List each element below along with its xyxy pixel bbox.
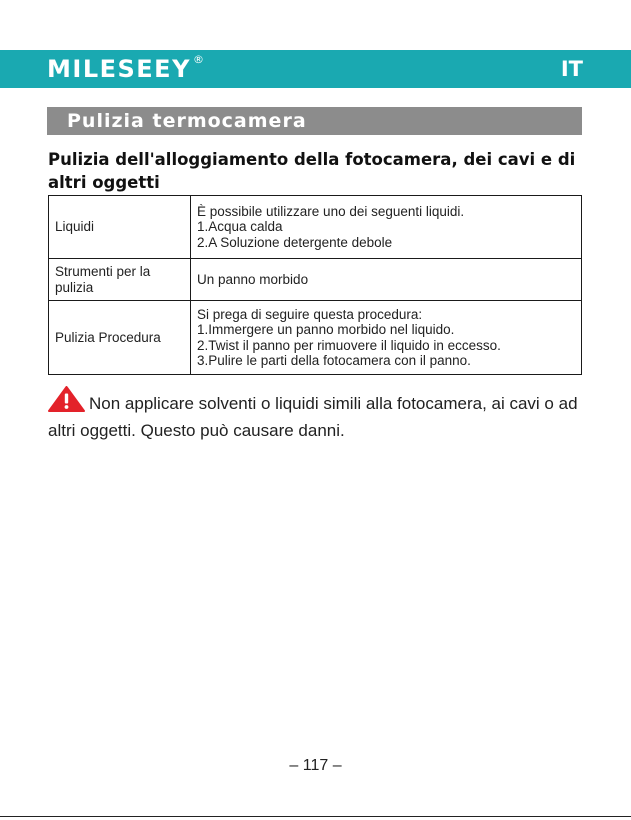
table-row (49, 301, 582, 375)
brand-name: MILESEEY (47, 55, 191, 83)
brand-logo (47, 55, 204, 83)
row-value (191, 259, 582, 301)
value-line: 2.A Soluzione detergente debole (197, 234, 393, 250)
section-title: Pulizia termocamera (67, 110, 307, 132)
row-value (191, 301, 582, 375)
cleaning-table (48, 195, 582, 375)
value-line: 2.Twist il panno per rimuovere il liquido in eccesso. (197, 337, 501, 353)
bottom-divider (0, 816, 631, 817)
page-number: – 117 – (289, 757, 342, 774)
value-line: 1.Acqua calda (197, 219, 283, 235)
row-value (191, 196, 582, 259)
row-key: Pulizia Procedura (49, 301, 191, 375)
language-label: IT (560, 57, 583, 81)
table-row (49, 196, 582, 259)
subtitle: Pulizia dell'alloggiamento della fotocamera, dei cavi e di altri oggetti (48, 150, 576, 192)
value-line: 3.Pulire le parti della fotocamera con il panno. (197, 353, 471, 368)
registered-mark: ® (192, 53, 204, 66)
value-line: Si prega di seguire questa procedura: (197, 306, 423, 322)
row-key: Strumenti per la pulizia (49, 259, 191, 301)
value-line: Un panno morbido (197, 271, 309, 287)
row-key: Liquidi (49, 196, 191, 259)
value-line: È possibile utilizzare uno dei seguenti liquidi. (197, 203, 465, 219)
table-row (49, 259, 582, 301)
value-line: 1.Immergere un panno morbido nel liquido. (197, 322, 455, 337)
warning-icon (48, 386, 85, 412)
warning-text: Non applicare solventi o liquidi simili alla fotocamera, ai cavi o ad altri oggetti. Questo può causare danni. (48, 394, 578, 440)
section-bar (47, 107, 582, 135)
warning-note (48, 386, 588, 444)
header-bar (0, 50, 631, 88)
